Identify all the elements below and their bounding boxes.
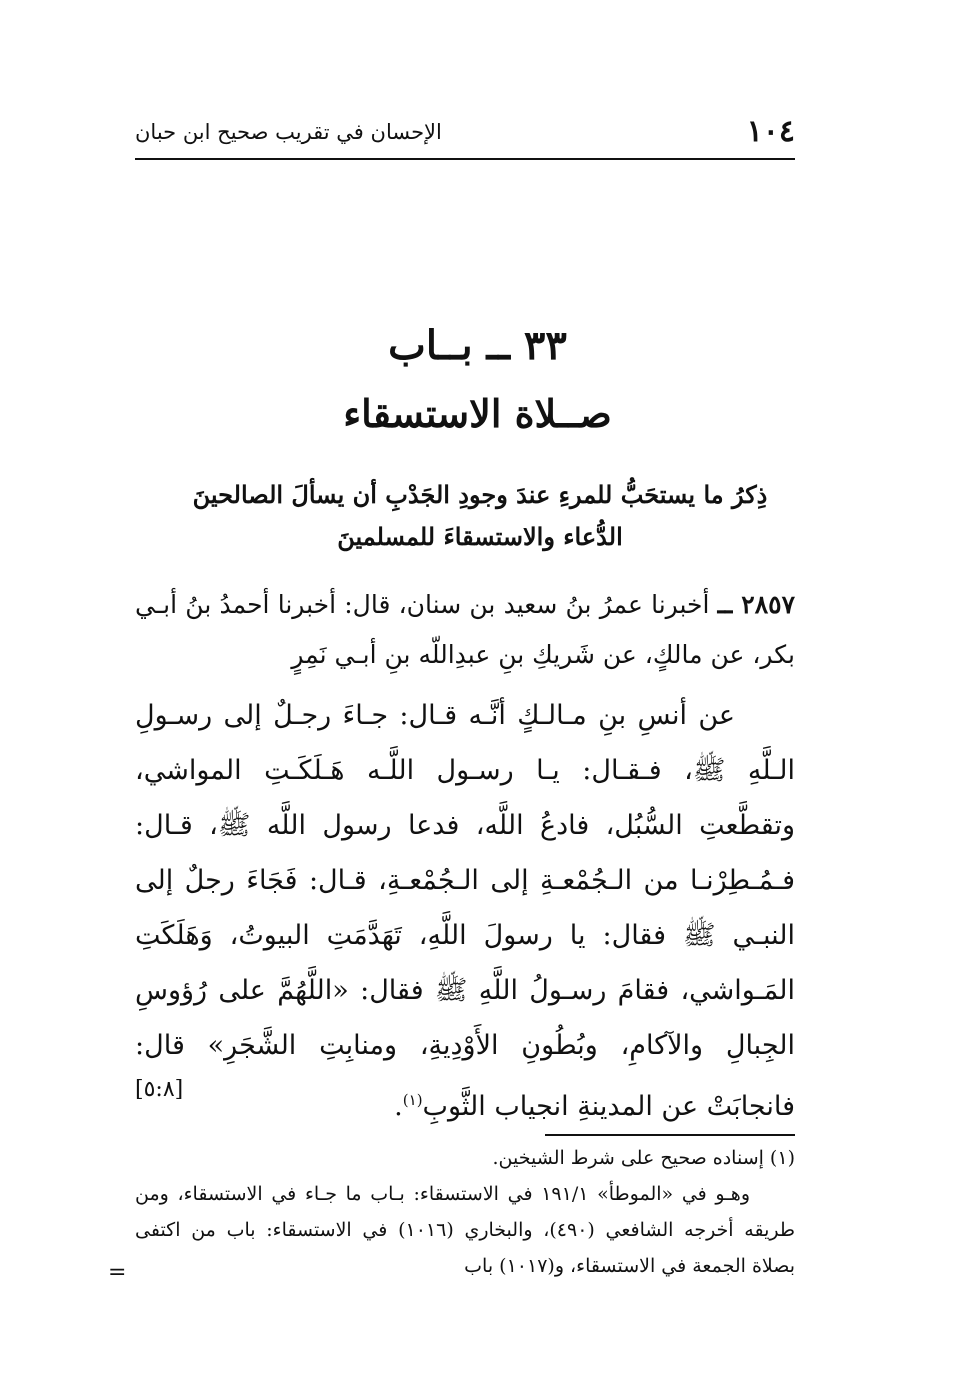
footnote-1: (١) إسناده صحيح على شرط الشيخين. xyxy=(492,1147,795,1169)
continuation-mark: = xyxy=(108,1260,127,1285)
running-title: الإحسان في تقريب صحيح ابن حبان xyxy=(135,120,442,144)
volume-reference: [٥:٨] xyxy=(135,1077,184,1102)
running-header xyxy=(135,112,795,152)
hadith-isnad xyxy=(135,580,795,680)
header-rule xyxy=(135,158,795,160)
matn-text: عن أنسِ بنِ مـالـكٍ أنَّـه قـال: جـاءَ رجـلٌ إلى رسـولِ الـلَّهِ ﷺ، فـقـال: يـا رسـول اللَّـه هَـلَكَـتِ المواشي، وتقطَّعتِ السُّبُل، فادعُ اللَّه، فدعا رسول اللَّه ﷺ، قـال: فـمُـطِرْنـا من الـجُمْعـةِ إلى الـجُمْعـةِ، قـال: فَجَاءَ رجلٌ إلى النبـي ﷺ فقال: يا رسولَ اللَّهِ، تَهَدَّمَتِ البيوتُ، وَهَلَكَتِ المَـواشي، فقامَ رسـولُ اللَّهِ ﷺ فقال: «اللَّهُمَّ على رُؤوسِ الجِبالِ والآكامِ، وبُطُونِ الأَوْدِيةِ، ومنابِتِ الشَّجَرِ» قال: فانجابَتْ عن المدينةِ انجياب الثَّوبِ xyxy=(135,700,795,1122)
section-heading xyxy=(150,474,810,558)
page-number: ١٠٤ xyxy=(746,114,795,149)
footnote-1-continued: وهـو في «الموطأ» ١٩١/١ في الاستسقاء: بـاب ما جـاء في الاستسقاء، ومن طريقه أخرجه الشافعي (٤٩٠)، والبخاري (١٠١٦) في الاستسقاء: باب من اكتفى بصلاة الجمعة في الاستسقاء، و(١٠١٧) باب xyxy=(135,1183,795,1277)
isnad-text: أخبرنا عمرُ بنُ سعيد بن سنان، قال: أخبرنا أحمدُ بنُ أبـي بكر، عن مالكٍ، عن شَريكِ بنِ عبدِاللّه بنِ أبـي نَمِرٍ xyxy=(135,590,795,669)
footnotes xyxy=(135,1140,795,1284)
footnote-rule xyxy=(545,1134,795,1136)
footnote-marker[interactable]: (١) xyxy=(402,1091,423,1109)
section-heading-line-1: ذِكرُ ما يستحَبُّ للمرءِ عندَ وجودِ الجَدْبِ أن يسألَ الصالحينَ xyxy=(192,480,768,509)
chapter-number: ٣٣ ــ بــاب xyxy=(388,322,567,369)
chapter-title: صــلاة الاستسقاء xyxy=(343,391,612,436)
hadith-number: ٢٨٥٧ ــ xyxy=(717,590,795,619)
matn-end-punct: . xyxy=(394,1091,403,1122)
section-heading-line-2: الدُّعاء والاستسقاءَ للمسلمينَ xyxy=(337,522,623,551)
matn-paragraph xyxy=(135,688,795,1134)
hadith-matn xyxy=(135,688,795,1134)
